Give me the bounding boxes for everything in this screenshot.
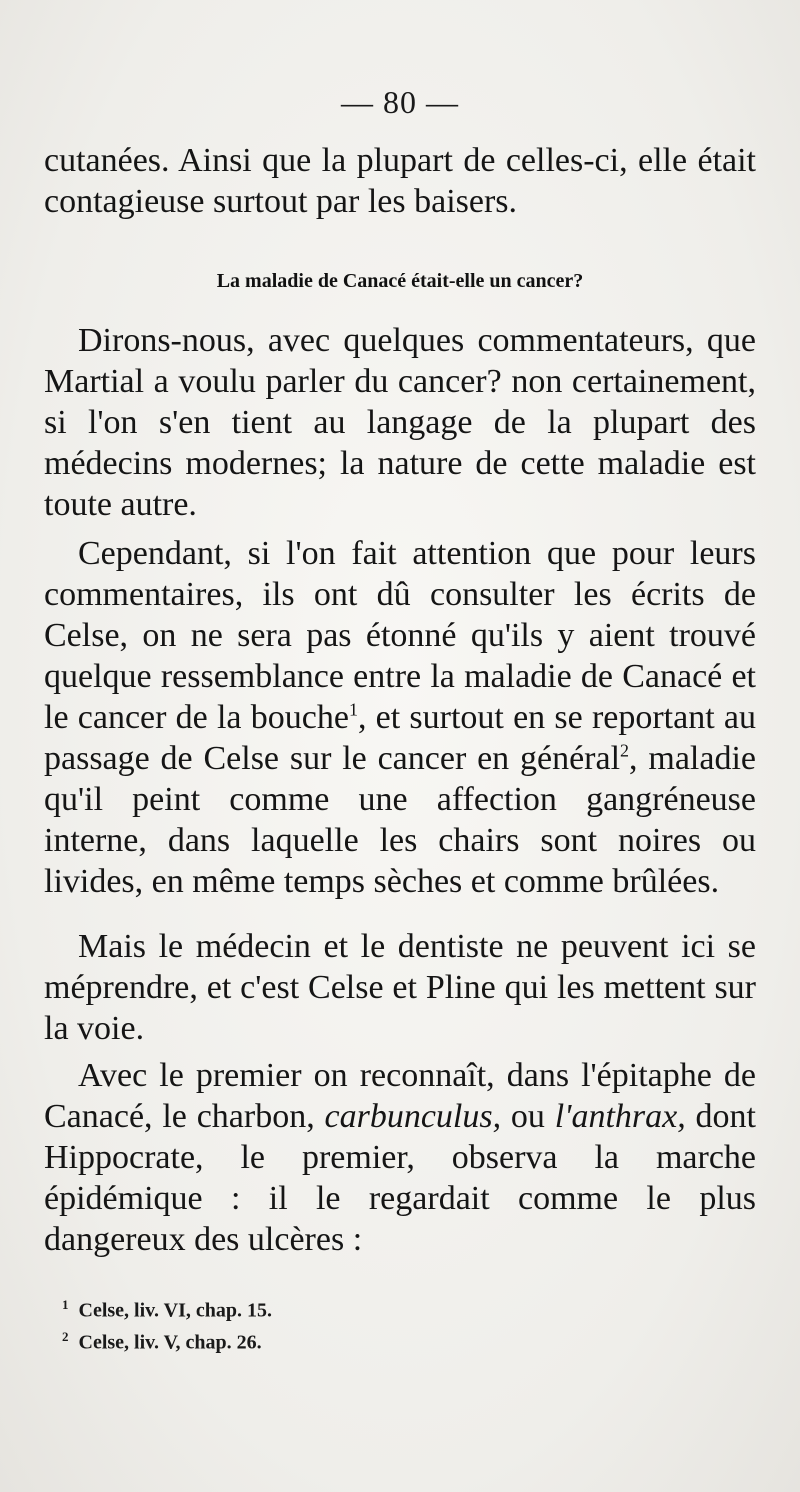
footnote-1	[62, 1292, 272, 1324]
paragraph-5-part-c: dont Hippocrate, le premier, observa la marche épidémique : il le regardait comme le plus dangereux des ulcères :	[44, 1098, 756, 1258]
paragraph-5	[44, 1055, 756, 1260]
paragraph-3	[44, 533, 756, 902]
footnote-2	[62, 1324, 272, 1356]
page-number: — 80 —	[341, 84, 459, 120]
paragraph-3-part-b: , et surtout en se reportant au passage de Celse sur le cancer en général	[44, 699, 756, 777]
paragraph-5-text	[44, 1055, 756, 1260]
italic-anthrax: l'anthrax,	[554, 1098, 686, 1135]
italic-carbunculus: carbunculus,	[324, 1098, 502, 1135]
paragraph-3-part-a: Cependant, si l'on fait attention que pour leurs commentaires, ils ont dû consulter les écrits de Celse, on ne sera pas étonné qu'ils y aient trouvé quelque ressemblance entre la maladie de Canacé et le cancer de la bouche	[44, 535, 756, 736]
footnote-ref-2: 2	[620, 740, 630, 761]
paragraph-5-part-a: Avec le premier on reconnaît, dans l'épitaphe de Canacé, le charbon,	[44, 1057, 756, 1135]
footnotes	[62, 1292, 272, 1355]
paragraph-3-text	[44, 533, 756, 902]
paragraph-4-text: Mais le médecin et le dentiste ne peuvent ici se méprendre, et c'est Celse et Pline qui les mettent sur la voie.	[44, 928, 756, 1047]
paragraph-2-text: Dirons-nous, avec quelques commentateurs, que Martial a voulu parler du cancer? non certainement, si l'on s'en tient au langage de la plupart des médecins modernes; la nature de cette maladie est toute autre.	[44, 322, 756, 523]
footnote-1-mark: 1	[62, 1297, 69, 1312]
paragraph-continuation	[44, 140, 756, 222]
paragraph-4	[44, 926, 756, 1049]
paragraph-2	[44, 320, 756, 525]
footnote-2-mark: 2	[62, 1328, 69, 1344]
section-heading: La maladie de Canacé était-elle un cancer?	[216, 270, 584, 292]
footnote-2-text: Celse, liv. V, chap. 26.	[78, 1331, 262, 1354]
paragraph-1-text: cutanées. Ainsi que la plupart de celles-ci, elle était contagieuse surtout par les baisers.	[44, 142, 756, 220]
paragraph-5-part-b: ou	[501, 1098, 555, 1135]
footnote-ref-1: 1	[348, 699, 358, 720]
paragraph-3-part-c: , maladie qu'il peint comme une affection gangréneuse interne, dans laquelle les chairs sont noires ou livides, en même temps sèches et comme brûlées.	[44, 740, 756, 900]
footnote-1-text: Celse, liv. VI, chap. 15.	[78, 1299, 273, 1322]
